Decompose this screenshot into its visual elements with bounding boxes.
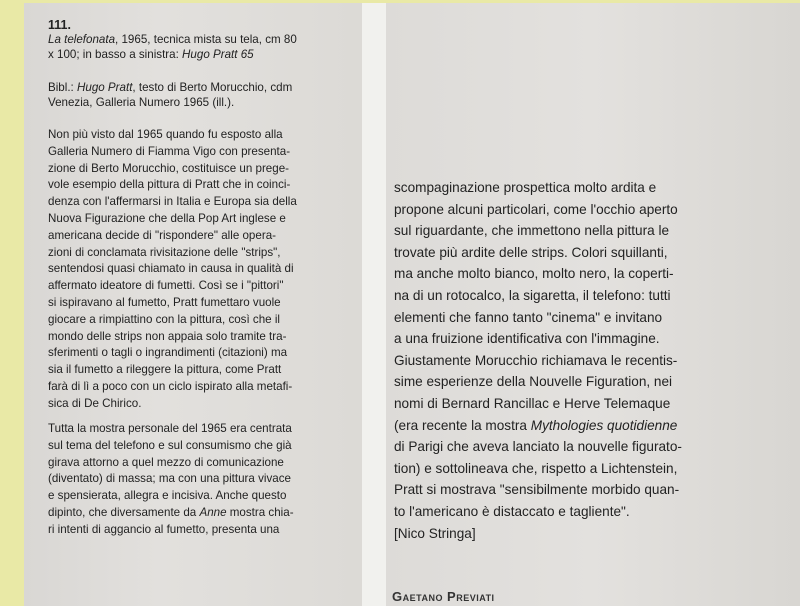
body-text-line	[394, 481, 679, 498]
body-text-line	[394, 201, 678, 218]
body-text-line	[48, 313, 280, 327]
body-text-line	[394, 373, 672, 390]
body-text-line	[48, 346, 287, 360]
body-text-line-pre: Tutta la mostra personale del 1965 era centrata	[48, 422, 292, 435]
body-text-line	[48, 439, 292, 453]
body-text-line-pre: to l'americano è distaccato e tagliente".	[394, 504, 630, 519]
bibliography-line	[48, 96, 234, 110]
body-text-line	[48, 195, 297, 209]
body-text-line	[394, 287, 671, 304]
body-text-line	[394, 309, 662, 326]
body-text-line	[48, 246, 280, 260]
body-text-line	[394, 265, 674, 282]
body-text-line-pre: tion) e sottolineava che, rispetto a Lichtenstein,	[394, 461, 678, 476]
body-text-line	[394, 503, 630, 520]
body-text-line-post: mostra chia-	[226, 506, 294, 519]
body-text-line	[48, 178, 290, 192]
caption-line-it: Hugo Pratt 65	[182, 48, 254, 61]
body-text-line	[48, 296, 281, 310]
body-text-line-pre: trovate più ardite delle strips. Colori squillanti,	[394, 245, 668, 260]
body-text-line	[48, 128, 283, 142]
body-text-line-pre: [Nico Stringa]	[394, 526, 476, 541]
body-text-line	[48, 279, 284, 293]
body-text-line-pre: sica di De Chirico.	[48, 397, 142, 410]
body-text-line-pre: sia il fumetto a rileggere la pittura, come Pratt	[48, 363, 282, 376]
caption-line-pre: x 100; in basso a sinistra:	[48, 48, 183, 61]
body-text-line-pre: sul riguardante, che immettono nella pittura le	[394, 223, 670, 238]
body-text-line	[48, 489, 286, 503]
footer-author-name: Gaetano Previati	[392, 589, 495, 604]
body-text-line-pre: sul tema del telefono e sul consumismo che già	[48, 439, 292, 452]
body-text-line-pre: ri intenti di aggancio al fumetto, presenta una	[48, 523, 280, 536]
body-text-line-it: Mythologies quotidienne	[530, 418, 678, 433]
body-text-line-pre: ma anche molto bianco, molto nero, la coperti-	[394, 266, 674, 281]
bibliography-line-it: Hugo Pratt	[77, 81, 133, 94]
body-text-line-pre: (era recente la mostra	[394, 418, 531, 433]
body-text-line-pre: Pratt si mostrava "sensibilmente morbido quan-	[394, 482, 680, 497]
body-text-line-it: Anne	[199, 506, 227, 519]
page-gutter	[362, 3, 386, 606]
body-text-line-pre: Nuova Figurazione che della Pop Art inglese e	[48, 212, 286, 225]
body-text-line	[48, 422, 292, 436]
body-text-line	[48, 262, 294, 276]
body-text-line	[48, 397, 141, 411]
body-text-line-pre: di Parigi che aveva lanciato la nouvelle figurato-	[394, 439, 682, 454]
body-text-line-pre: na di un rotocalco, la sigaretta, il telefono: tutti	[394, 288, 671, 303]
caption-line-it: La telefonata	[48, 33, 116, 46]
body-text-line-pre: zione di Berto Morucchio, costituisce un prege-	[48, 162, 290, 175]
body-text-line	[48, 212, 286, 226]
body-text-line-pre: Non più visto dal 1965 quando fu esposto alla	[48, 128, 283, 141]
body-text-line	[394, 352, 677, 369]
catalog-number: 111.	[48, 18, 71, 32]
bibliography-line-pre: Venezia, Galleria Numero 1965 (ill.).	[48, 96, 235, 109]
body-text-line	[48, 506, 294, 520]
body-text-line-pre: farà di lì a poco con un ciclo ispirato alla metafi-	[48, 380, 293, 393]
body-text-line	[394, 179, 656, 196]
bibliography-line-post: , testo di Berto Morucchio, cdm	[132, 81, 293, 94]
body-text-line	[48, 380, 292, 394]
body-text-line	[48, 229, 276, 243]
body-text-line	[48, 145, 290, 159]
body-text-line-pre: propone alcuni particolari, come l'occhio aperto	[394, 202, 678, 217]
left-page	[24, 3, 362, 606]
body-text-line	[394, 330, 660, 347]
body-text-line-pre: a una fruizione identificativa con l'immagine.	[394, 331, 660, 346]
body-text-line-pre: sime esperienze della Nouvelle Figuration, nei	[394, 374, 673, 389]
body-text-line-pre: denza con l'affermarsi in Italia e Europa sia della	[48, 195, 297, 208]
body-text-line-pre: e spensierata, allegra e incisiva. Anche questo	[48, 489, 287, 502]
body-text-line-pre: mondo delle strips non appaia solo tramite tra-	[48, 330, 287, 343]
body-text-line-pre: sferimenti o tagli o ingrandimenti (citazioni) ma	[48, 346, 288, 359]
body-text-line-pre: nomi di Bernard Rancillac e Herve Telemaque	[394, 396, 671, 411]
body-text-line	[394, 460, 677, 477]
body-text-line-pre: scompaginazione prospettica molto ardita e	[394, 180, 657, 195]
body-text-line-pre: (diventato) di massa; ma con una pittura vivace	[48, 472, 291, 485]
right-page	[386, 3, 800, 606]
body-text-line	[48, 523, 279, 537]
body-text-line-pre: sentendosi quasi chiamato in causa in qualità di	[48, 262, 294, 275]
caption-line	[48, 48, 254, 62]
body-text-line-pre: Galleria Numero di Fiamma Vigo con presenta-	[48, 145, 291, 158]
body-text-line	[48, 456, 284, 470]
caption-line	[48, 33, 297, 47]
body-text-line	[394, 438, 682, 455]
bibliography-line	[48, 81, 292, 95]
body-text-line	[48, 330, 286, 344]
body-text-line-pre: americana decide di "rispondere" alle opera-	[48, 229, 276, 242]
body-text-line-pre: dipinto, che diversamente da	[48, 506, 200, 519]
body-text-line	[394, 222, 669, 239]
body-text-line	[48, 472, 291, 486]
body-text-line-pre: Giustamente Morucchio richiamava le recentis-	[394, 353, 678, 368]
body-text-line	[394, 525, 476, 542]
body-text-line-pre: affermato ideatore di fumetti. Così se i "pittori"	[48, 279, 284, 292]
bibliography-line-pre: Bibl.:	[48, 81, 77, 94]
body-text-line-pre: zioni di conclamata rivisitazione delle "strips",	[48, 246, 281, 259]
body-text-line	[48, 162, 289, 176]
body-text-line	[48, 363, 281, 377]
body-text-line	[394, 395, 670, 412]
body-text-line-pre: si ispiravano al fumetto, Pratt fumettaro vuole	[48, 296, 281, 309]
body-text-line	[394, 244, 668, 261]
body-text-line-pre: giocare a rimpiattino con la pittura, così che il	[48, 313, 280, 326]
body-text-line-pre: girava attorno a quel mezzo di comunicazione	[48, 456, 284, 469]
body-text-line	[394, 417, 677, 434]
body-text-line-pre: vole esempio della pittura di Pratt che in coinci-	[48, 178, 291, 191]
caption-line-post: , 1965, tecnica mista su tela, cm 80	[115, 33, 297, 46]
body-text-line-pre: elementi che fanno tanto "cinema" e invitano	[394, 310, 663, 325]
